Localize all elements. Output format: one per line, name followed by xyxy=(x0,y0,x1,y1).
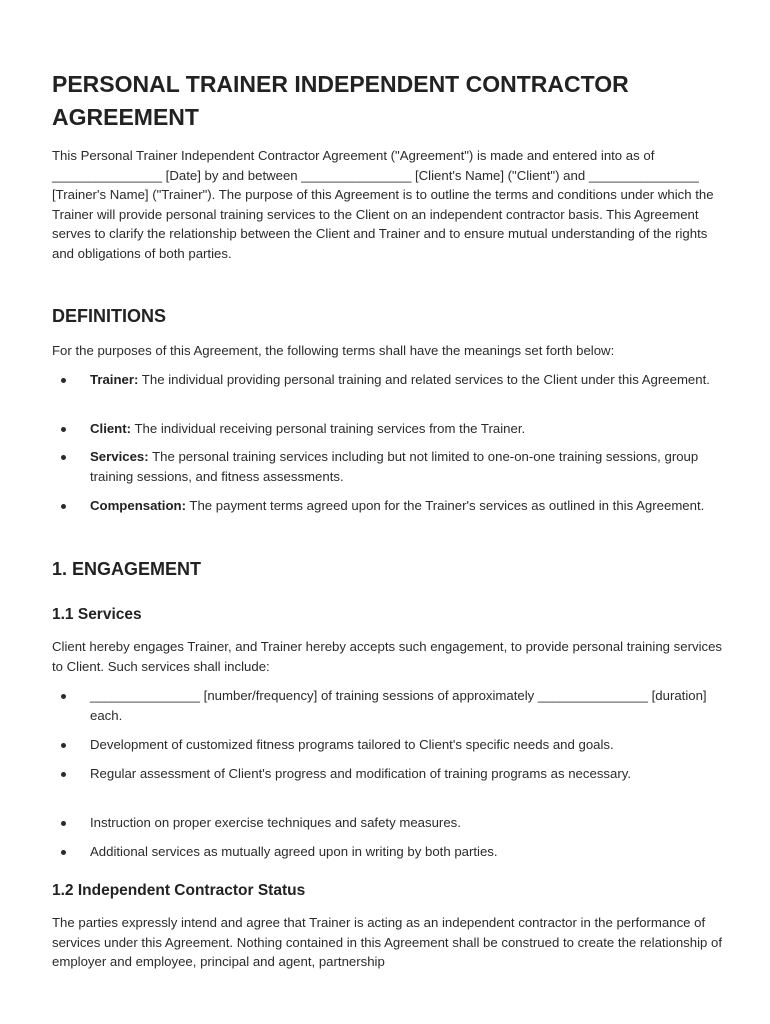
bullet-icon xyxy=(61,504,66,509)
independent-contractor-status-heading: 1.2 Independent Contractor Status xyxy=(52,882,306,899)
definition-text: The payment terms agreed upon for the Trainer's services as outlined in this Agreement. xyxy=(185,498,705,513)
definition-text: The individual receiving personal training services from the Trainer. xyxy=(131,421,526,436)
services-lead: Client hereby engages Trainer, and Trainer hereby accepts such engagement, to provide personal training services to Client. Such services shall include: xyxy=(52,639,723,674)
intro-paragraph: This Personal Trainer Independent Contractor Agreement ("Agreement") is made and entered into as of _______________ [Date] by and between _______________ [Client's Name] ("Client") and _______________ [Trainer's Name] ("Trainer"). The purpose of this Agreement is to outline the terms and conditions under which the Trainer will provide personal training services to the Client on an independent contractor basis. This Agreement serves to clarify the relationship between the Client and Trainer and to ensure mutual understanding of the rights and obligations of both parties. xyxy=(52,148,714,261)
bullet-icon xyxy=(61,694,66,699)
definition-text: The personal training services including but not limited to one-on-one training sessions, group training sessions, and fitness assessments. xyxy=(90,449,699,484)
document-title: PERSONAL TRAINER INDEPENDENT CONTRACTOR AGREEMENT xyxy=(52,71,629,130)
definition-term: Client: xyxy=(90,421,132,436)
service-item-text: Instruction on proper exercise techniques and safety measures. xyxy=(90,815,461,830)
services-heading: 1.1 Services xyxy=(52,606,142,623)
service-item-text: Regular assessment of Client's progress and modification of training programs as necessary. xyxy=(90,766,632,781)
definition-term: Services: xyxy=(90,449,149,464)
bullet-icon xyxy=(61,772,66,777)
independent-contractor-status-text: The parties expressly intend and agree that Trainer is acting as an independent contractor in the performance of services under this Agreement. Nothing contained in this Agreement shall be construed to create the relationship of employer and employee, principal and agent, partnership xyxy=(52,915,723,969)
bullet-icon xyxy=(61,743,66,748)
bullet-icon xyxy=(61,378,66,383)
definition-term: Trainer: xyxy=(90,372,139,387)
engagement-heading: 1. ENGAGEMENT xyxy=(52,559,202,579)
bullet-icon xyxy=(61,455,66,460)
bullet-icon xyxy=(61,850,66,855)
definition-term: Compensation: xyxy=(90,498,186,513)
definitions-heading: DEFINITIONS xyxy=(52,306,167,326)
service-item-text: Additional services as mutually agreed upon in writing by both parties. xyxy=(90,844,498,859)
definition-text: The individual providing personal training and related services to the Client under this Agreement. xyxy=(138,372,710,387)
definitions-lead: For the purposes of this Agreement, the following terms shall have the meanings set forth below: xyxy=(52,343,615,358)
bullet-icon xyxy=(61,821,66,826)
service-item-text: Development of customized fitness programs tailored to Client's specific needs and goals. xyxy=(90,737,614,752)
service-item-text: _______________ [number/frequency] of training sessions of approximately _______________ [duration] each. xyxy=(90,688,707,723)
bullet-icon xyxy=(61,427,66,432)
